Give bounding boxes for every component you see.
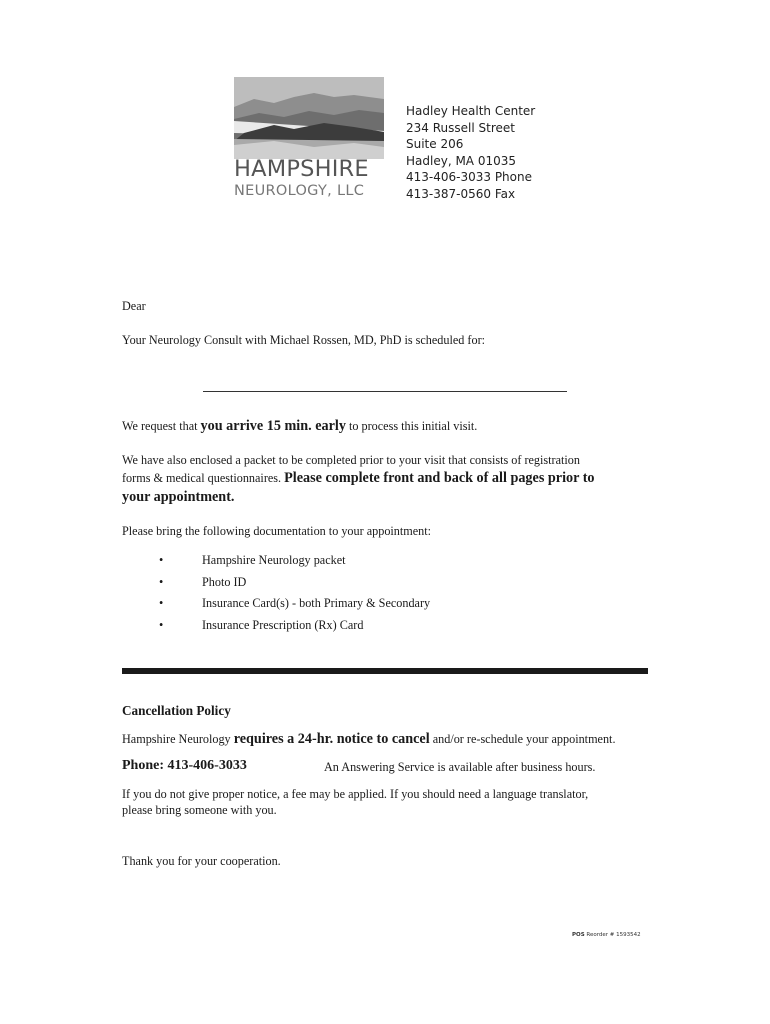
- address-line: Hadley, MA 01035: [406, 153, 516, 168]
- packet-text: forms & medical questionnaires.: [122, 471, 285, 485]
- list-item-text: Photo ID: [202, 574, 247, 589]
- policy-emphasis: requires a 24-hr. notice to cancel: [233, 731, 430, 747]
- bring-docs-line: Please bring the following documentation to your appointment:: [122, 524, 432, 538]
- cancellation-heading: Cancellation Policy: [122, 703, 231, 718]
- thank-you-line: Thank you for your cooperation.: [122, 854, 281, 868]
- arrive-text: We request that: [122, 419, 201, 433]
- address-line: 234 Russell Street: [406, 120, 515, 135]
- reorder-code: [572, 932, 641, 938]
- fee-line-1: If you do not give proper notice, a fee may be applied. If you should need a language translator,: [122, 787, 589, 801]
- policy-text: Hampshire Neurology: [122, 732, 234, 746]
- fee-line-2: please bring someone with you.: [122, 803, 277, 817]
- packet-line-2: [122, 469, 595, 487]
- address-line: Hadley Health Center: [406, 104, 536, 118]
- list-item-text: Insurance Prescription (Rx) Card: [202, 617, 364, 632]
- arrive-early-line: [122, 417, 477, 435]
- phone-line: 413-406-3033 Phone: [406, 170, 532, 185]
- bullet-icon: •: [159, 574, 164, 589]
- list-item-text: Insurance Card(s) - both Primary & Secondary: [202, 596, 431, 610]
- packet-line-3: [122, 488, 234, 506]
- bullet-icon: •: [159, 553, 164, 567]
- landscape-logo-icon: [234, 77, 384, 159]
- fax-line: 413-387-0560 Fax: [406, 186, 516, 201]
- salutation: Dear: [122, 299, 146, 313]
- arrive-emphasis: you arrive 15 min. early: [200, 418, 346, 434]
- packet-line-1: We have also enclosed a packet to be completed prior to your visit that consists of registration: [122, 453, 580, 467]
- packet-emphasis: your appointment.: [122, 489, 235, 505]
- reorder-brand: POS: [572, 932, 585, 938]
- bullet-icon: •: [159, 596, 164, 610]
- logo-name: HAMPSHIRE: [234, 156, 369, 182]
- packet-emphasis: Please complete front and back of all pages prior to: [284, 470, 595, 486]
- company-logo: [234, 77, 384, 202]
- section-divider: [122, 668, 648, 674]
- consult-line: Your Neurology Consult with Michael Rossen, MD, PhD is scheduled for:: [122, 333, 486, 347]
- phone-number: Phone: 413-406-3033: [122, 758, 247, 773]
- policy-text: and/or re-schedule your appointment.: [429, 732, 616, 746]
- cancellation-policy-line: [122, 730, 616, 748]
- address-block: [406, 103, 535, 203]
- logo-subname: NEUROLOGY, LLC: [234, 183, 365, 199]
- list-item-text: Hampshire Neurology packet: [202, 553, 346, 567]
- address-line: Suite 206: [406, 137, 464, 152]
- bullet-icon: •: [159, 617, 164, 632]
- answering-service-note: An Answering Service is available after business hours.: [324, 760, 596, 774]
- appointment-date-line: [203, 391, 567, 392]
- arrive-text: to process this initial visit.: [345, 419, 478, 433]
- reorder-number: Reorder # 1593542: [584, 932, 641, 938]
